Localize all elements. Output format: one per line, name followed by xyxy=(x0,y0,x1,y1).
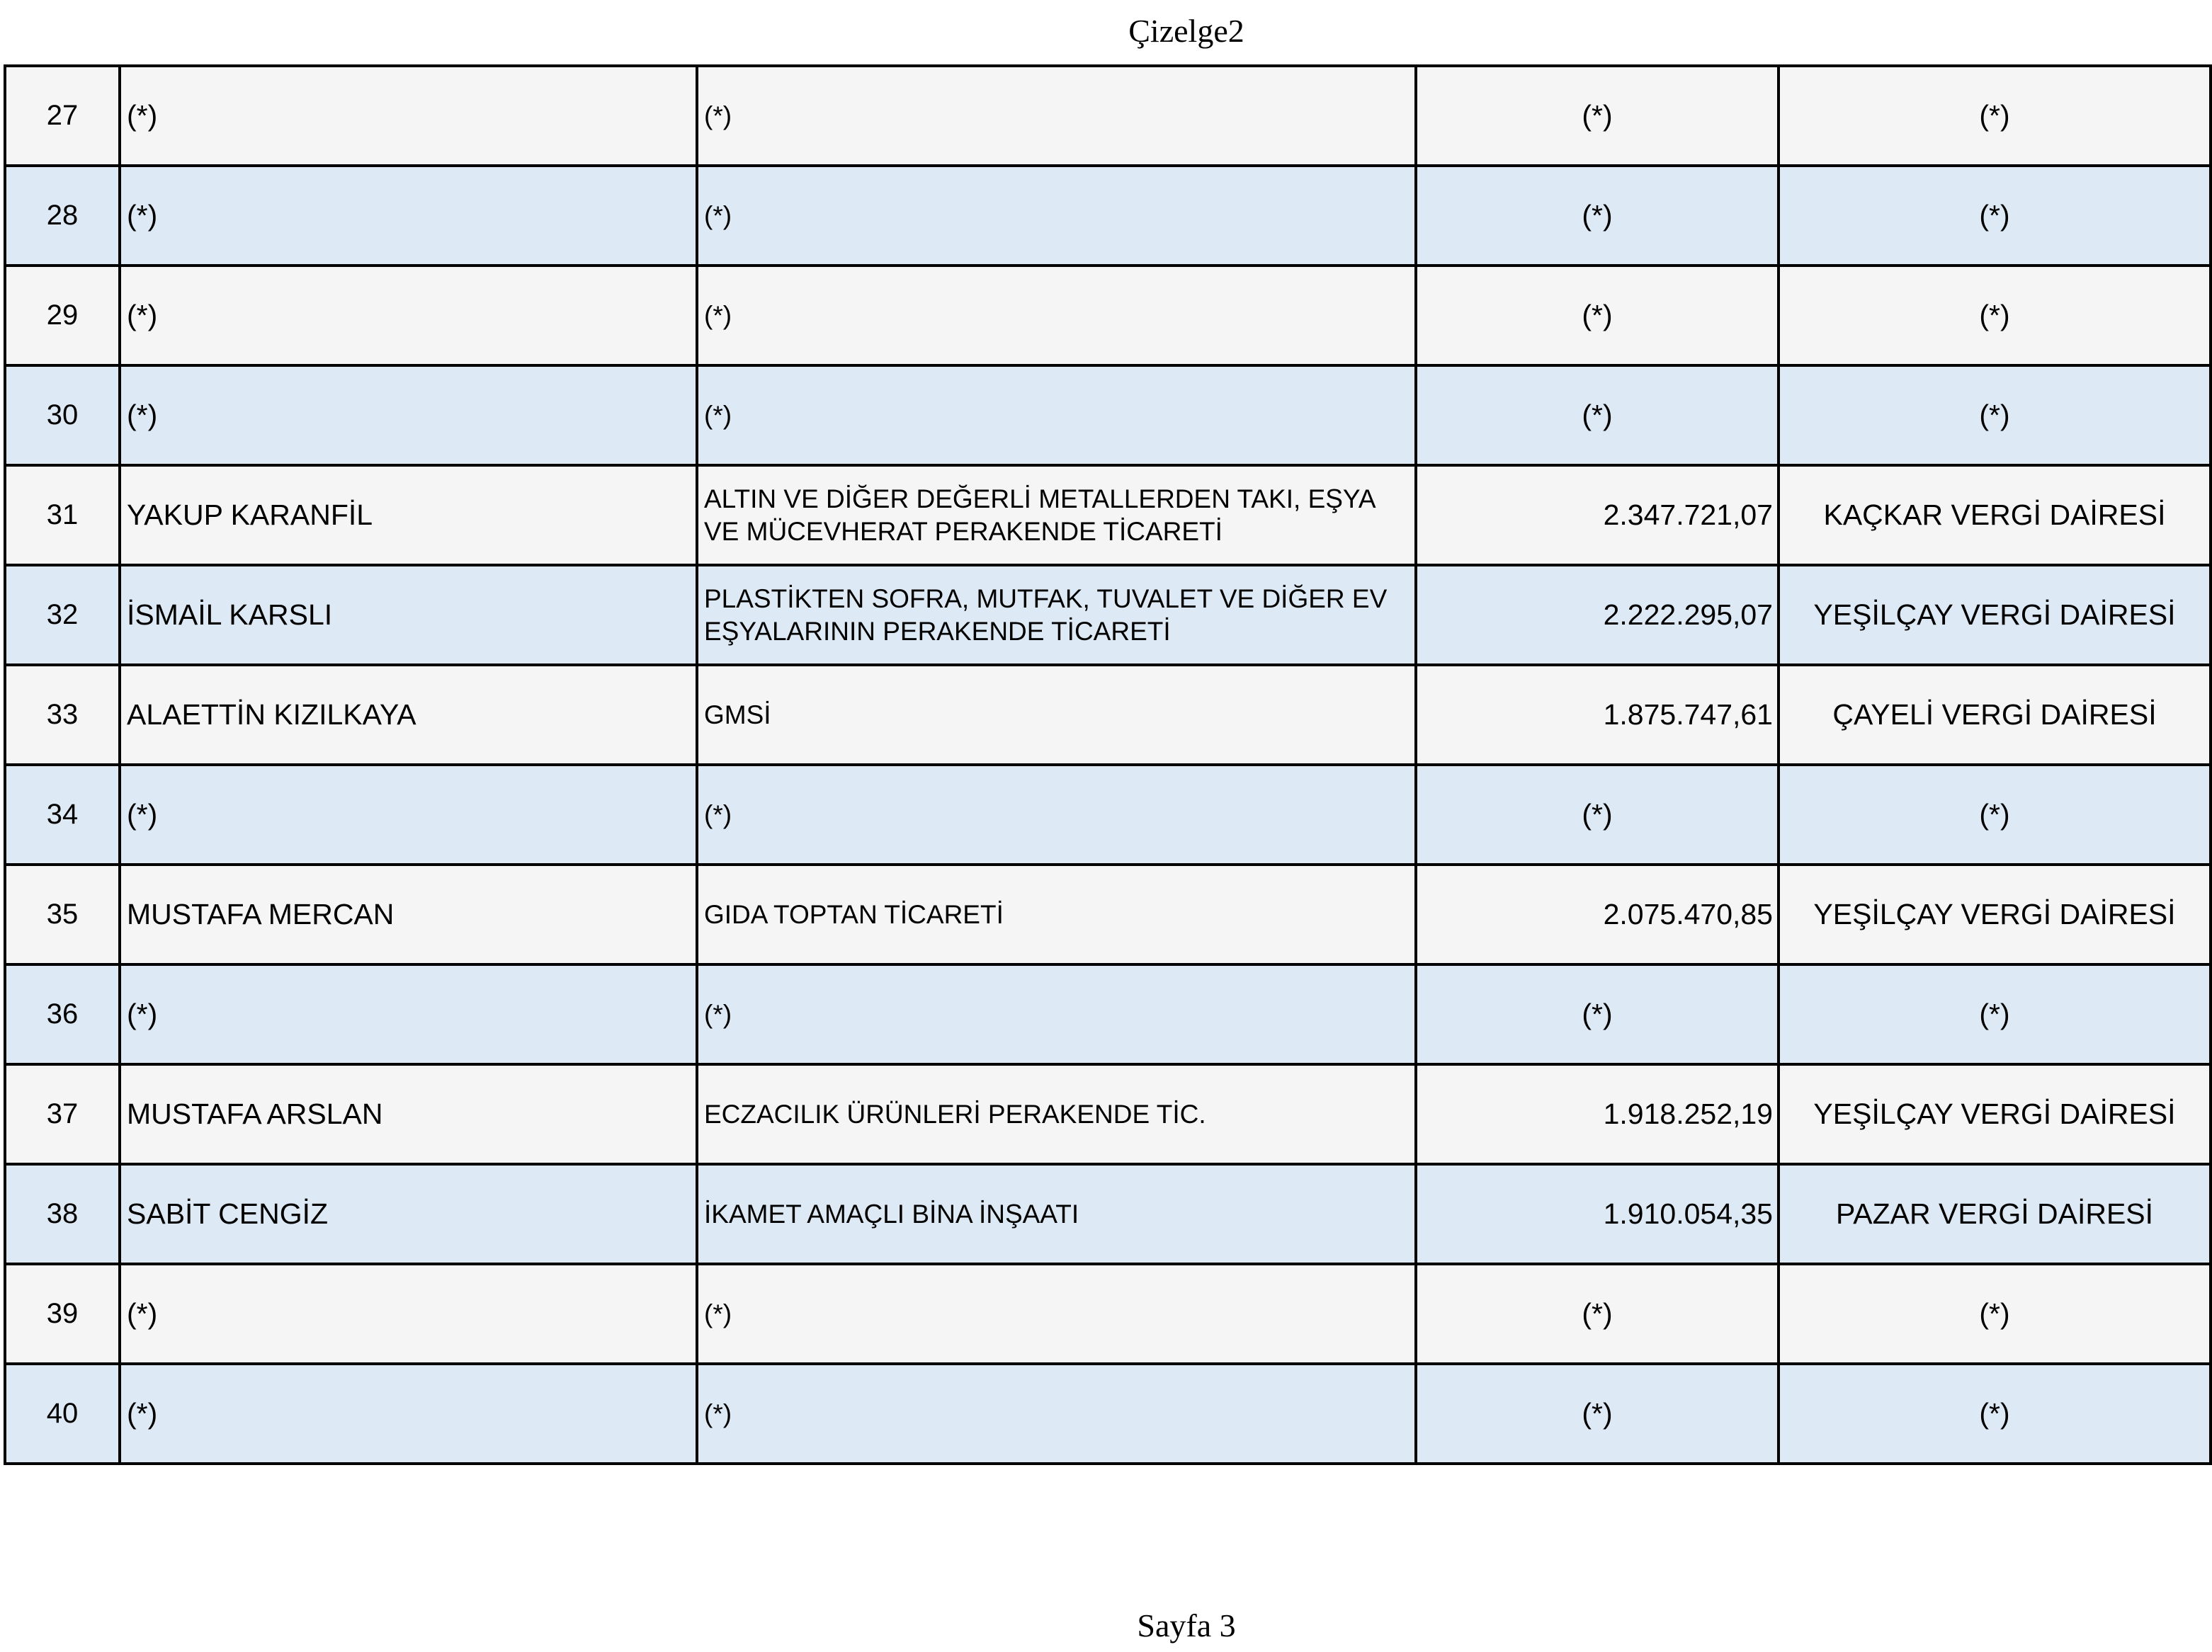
sheet-title: Çizelge2 xyxy=(1128,13,1244,49)
activity-cell: ALTIN VE DİĞER DEĞERLİ METALLERDEN TAKI, EŞYA VE MÜCEVHERAT PERAKENDE TİCARETİ xyxy=(697,465,1416,565)
page-number-label: Sayfa 3 xyxy=(1137,1607,1236,1644)
amount-cell: (*) xyxy=(1416,765,1779,865)
taxpayer-name-cell: (*) xyxy=(120,365,697,465)
amount-cell: (*) xyxy=(1416,266,1779,365)
tax-office-cell: (*) xyxy=(1779,964,2211,1064)
table-row xyxy=(5,66,2211,166)
table-row xyxy=(5,1164,2211,1264)
table-row xyxy=(5,365,2211,465)
activity-cell: PLASTİKTEN SOFRA, MUTFAK, TUVALET VE DİĞER EV EŞYALARININ PERAKENDE TİCARETİ xyxy=(697,565,1416,665)
amount-cell: 1.918.252,19 xyxy=(1416,1064,1779,1164)
activity-cell: (*) xyxy=(697,166,1416,266)
tax-office-cell: YEŞİLÇAY VERGİ DAİRESİ xyxy=(1779,1064,2211,1164)
tax-office-cell: (*) xyxy=(1779,765,2211,865)
tax-office-cell: (*) xyxy=(1779,1264,2211,1364)
activity-cell: (*) xyxy=(697,266,1416,365)
tax-office-cell: PAZAR VERGİ DAİRESİ xyxy=(1779,1164,2211,1264)
activity-cell: GMSİ xyxy=(697,665,1416,765)
table-row xyxy=(5,665,2211,765)
tax-office-cell: (*) xyxy=(1779,66,2211,166)
row-number-cell: 29 xyxy=(5,266,120,365)
table-row xyxy=(5,1264,2211,1364)
taxpayer-name-cell: (*) xyxy=(120,964,697,1064)
amount-cell: 2.222.295,07 xyxy=(1416,565,1779,665)
row-number-cell: 33 xyxy=(5,665,120,765)
row-number-cell: 32 xyxy=(5,565,120,665)
table-row xyxy=(5,964,2211,1064)
table-row xyxy=(5,166,2211,266)
row-number-cell: 28 xyxy=(5,166,120,266)
taxpayer-name-cell: MUSTAFA MERCAN xyxy=(120,865,697,964)
activity-cell: (*) xyxy=(697,765,1416,865)
tax-office-cell: YEŞİLÇAY VERGİ DAİRESİ xyxy=(1779,565,2211,665)
amount-cell: 2.347.721,07 xyxy=(1416,465,1779,565)
table-row xyxy=(5,1364,2211,1464)
table-body xyxy=(5,66,2211,1464)
row-number-cell: 36 xyxy=(5,964,120,1064)
page-footer xyxy=(0,1605,2212,1647)
amount-cell: (*) xyxy=(1416,66,1779,166)
tax-office-cell: (*) xyxy=(1779,1364,2211,1464)
amount-cell: (*) xyxy=(1416,166,1779,266)
taxpayer-name-cell: (*) xyxy=(120,1264,697,1364)
activity-cell: (*) xyxy=(697,964,1416,1064)
row-number-cell: 40 xyxy=(5,1364,120,1464)
taxpayer-name-cell: (*) xyxy=(120,66,697,166)
activity-cell: (*) xyxy=(697,1264,1416,1364)
taxpayer-name-cell: (*) xyxy=(120,166,697,266)
amount-cell: (*) xyxy=(1416,365,1779,465)
activity-cell: (*) xyxy=(697,66,1416,166)
row-number-cell: 37 xyxy=(5,1064,120,1164)
page-header xyxy=(0,10,2212,52)
row-number-cell: 27 xyxy=(5,66,120,166)
taxpayer-name-cell: MUSTAFA ARSLAN xyxy=(120,1064,697,1164)
taxpayer-name-cell: (*) xyxy=(120,266,697,365)
table-row xyxy=(5,465,2211,565)
activity-cell: İKAMET AMAÇLI BİNA İNŞAATI xyxy=(697,1164,1416,1264)
table-row xyxy=(5,865,2211,964)
row-number-cell: 34 xyxy=(5,765,120,865)
taxpayer-name-cell: İSMAİL KARSLI xyxy=(120,565,697,665)
taxpayer-name-cell: (*) xyxy=(120,765,697,865)
activity-cell: (*) xyxy=(697,1364,1416,1464)
tax-office-cell: YEŞİLÇAY VERGİ DAİRESİ xyxy=(1779,865,2211,964)
row-number-cell: 35 xyxy=(5,865,120,964)
taxpayer-name-cell: ALAETTİN KIZILKAYA xyxy=(120,665,697,765)
taxpayer-name-cell: SABİT CENGİZ xyxy=(120,1164,697,1264)
tax-office-cell: (*) xyxy=(1779,166,2211,266)
tax-office-cell: (*) xyxy=(1779,365,2211,465)
activity-cell: GIDA TOPTAN TİCARETİ xyxy=(697,865,1416,964)
activity-cell: (*) xyxy=(697,365,1416,465)
table-row xyxy=(5,565,2211,665)
row-number-cell: 31 xyxy=(5,465,120,565)
taxpayer-name-cell: (*) xyxy=(120,1364,697,1464)
amount-cell: 2.075.470,85 xyxy=(1416,865,1779,964)
table-row xyxy=(5,765,2211,865)
amount-cell: (*) xyxy=(1416,1364,1779,1464)
activity-cell: ECZACILIK ÜRÜNLERİ PERAKENDE TİC. xyxy=(697,1064,1416,1164)
table-row xyxy=(5,266,2211,365)
amount-cell: (*) xyxy=(1416,1264,1779,1364)
tax-office-cell: ÇAYELİ VERGİ DAİRESİ xyxy=(1779,665,2211,765)
row-number-cell: 39 xyxy=(5,1264,120,1364)
table-row xyxy=(5,1064,2211,1164)
data-table xyxy=(4,64,2212,1465)
row-number-cell: 38 xyxy=(5,1164,120,1264)
amount-cell: 1.875.747,61 xyxy=(1416,665,1779,765)
amount-cell: 1.910.054,35 xyxy=(1416,1164,1779,1264)
row-number-cell: 30 xyxy=(5,365,120,465)
taxpayer-name-cell: YAKUP KARANFİL xyxy=(120,465,697,565)
tax-office-cell: (*) xyxy=(1779,266,2211,365)
tax-office-cell: KAÇKAR VERGİ DAİRESİ xyxy=(1779,465,2211,565)
amount-cell: (*) xyxy=(1416,964,1779,1064)
